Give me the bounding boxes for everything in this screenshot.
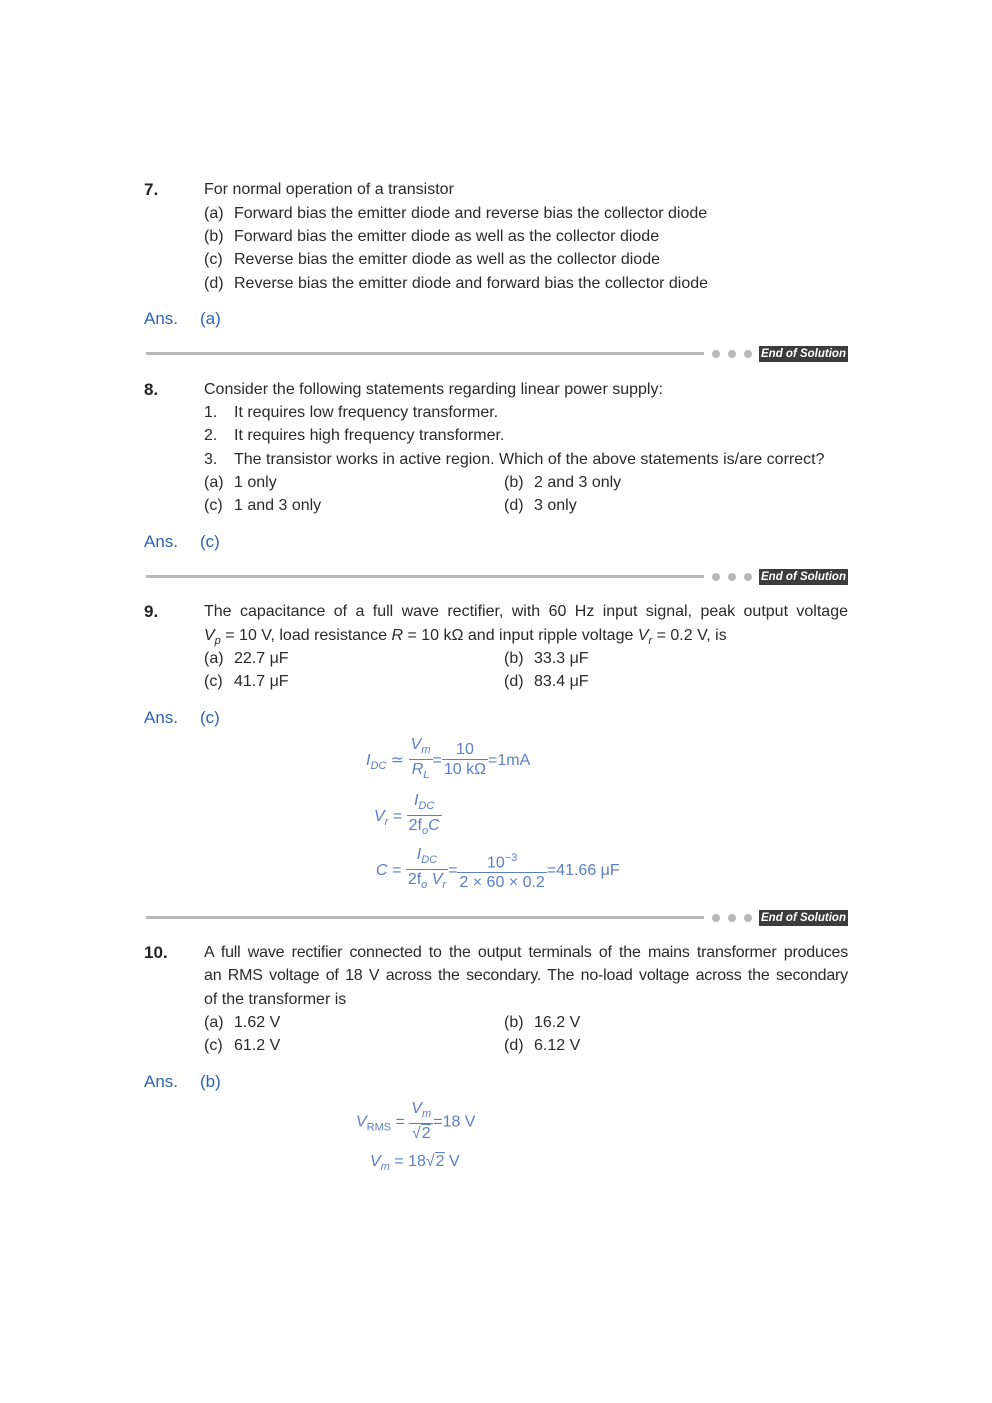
fraction: $\frac{I_{DC}}{2f_o V_r}$ <box>407 846 447 892</box>
vp-symbol: V <box>204 627 215 644</box>
equation-vm: $V_m = 18√2$ V <box>370 1153 460 1174</box>
separator-dot <box>728 914 736 922</box>
option-label: (d) <box>504 497 524 514</box>
option-text: 1 and 3 only <box>234 497 322 514</box>
option-label: (b) <box>204 228 224 245</box>
answer-label: Ans. <box>144 1072 179 1091</box>
end-of-solution-badge: End of Solution <box>759 910 848 926</box>
option-text: 33.3 μF <box>534 650 589 667</box>
r-symbol: R <box>391 627 404 644</box>
option-text: Forward bias the emitter diode as well as the collector diode <box>234 228 660 245</box>
vr-subscript: r <box>648 635 653 648</box>
fraction: $\frac{V_m}{R_L}$ <box>410 736 431 782</box>
equation-idc: $I_{DC}$ ≃ $\frac{V_m}{R_L}$ = $\frac{10}{10 k\Omega}$ =1mA <box>366 736 530 785</box>
fraction: $\frac{10}{10 k\Omega}$ <box>443 741 487 779</box>
answer-value: (c) <box>200 532 220 551</box>
option-label: (a) <box>204 1014 224 1031</box>
option-text: 16.2 V <box>534 1014 581 1031</box>
option-text: Reverse bias the emitter diode and forward bias the collector diode <box>234 275 709 292</box>
option-text: Forward bias the emitter diode and reverse bias the collector diode <box>234 205 708 222</box>
question-number: 8. <box>144 380 159 399</box>
question-text: For normal operation of a transistor <box>204 181 454 198</box>
separator-dot <box>728 350 736 358</box>
option-label: (a) <box>204 474 224 491</box>
fraction: $\frac{I_{DC}}{2f_oC}$ <box>408 792 440 838</box>
question-text-line2 <box>204 626 804 651</box>
question-number: 9. <box>144 602 159 621</box>
equation-vr: $V_r$ = $\frac{I_{DC}}{2f_oC}$ <box>374 792 442 841</box>
option-text: 22.7 μF <box>234 650 289 667</box>
statement-label: 3. <box>204 451 218 468</box>
separator-dot <box>728 573 736 581</box>
option-text: 3 only <box>534 497 577 514</box>
question-text: an RMS voltage of 18 V across the secondary. The no-load voltage across the secondary <box>204 967 848 984</box>
separator-dot <box>744 350 752 358</box>
statement-text: It requires high frequency transformer. <box>234 427 505 444</box>
separator-dot <box>744 573 752 581</box>
option-label: (c) <box>204 497 223 514</box>
separator-line <box>146 352 704 355</box>
question-number: 7. <box>144 180 159 199</box>
separator-dot <box>712 350 720 358</box>
option-text: 6.12 V <box>534 1037 581 1054</box>
answer-label: Ans. <box>144 309 179 328</box>
question-text: of the transformer is <box>204 991 347 1008</box>
statement-label: 2. <box>204 427 218 444</box>
statement-text: The transistor works in active region. Which of the above statements is/are correct? <box>234 451 825 468</box>
fraction: $\frac{10^{-3}}{2 \times 60 \times 0.2}$ <box>457 849 546 893</box>
question-text: A full wave rectifier connected to the output terminals of the mains transformer produces <box>204 944 848 961</box>
option-text: Reverse bias the emitter diode as well as the collector diode <box>234 251 660 268</box>
option-label: (d) <box>504 673 524 690</box>
option-text: 41.7 μF <box>234 673 289 690</box>
question-text: The capacitance of a full wave rectifier, with 60 Hz input signal, peak output voltage <box>204 603 848 620</box>
r-value: = 10 kΩ and input ripple voltage <box>407 627 634 644</box>
answer-value: (c) <box>200 708 220 727</box>
vr-value: = 0.2 V, is <box>656 627 727 644</box>
option-text: 83.4 μF <box>534 673 589 690</box>
separator-dot <box>712 914 720 922</box>
question-text: Consider the following statements regarding linear power supply: <box>204 381 663 398</box>
option-text: 61.2 V <box>234 1037 281 1054</box>
answer-label: Ans. <box>144 532 179 551</box>
answer-value: (a) <box>200 309 221 328</box>
vp-value: = 10 V, load resistance <box>225 627 387 644</box>
end-of-solution-badge: End of Solution <box>759 346 848 362</box>
option-label: (b) <box>504 474 524 491</box>
fraction: $\frac{V_m}{√2}$ <box>411 1100 432 1143</box>
vr-symbol: V <box>637 627 649 644</box>
statement-text: It requires low frequency transformer. <box>234 404 499 421</box>
option-label: (c) <box>204 673 223 690</box>
option-label: (a) <box>204 650 224 667</box>
end-of-solution-badge: End of Solution <box>759 569 848 585</box>
option-label: (d) <box>504 1037 524 1054</box>
option-label: (c) <box>204 1037 223 1054</box>
statement-label: 1. <box>204 404 218 421</box>
equation-vrms: $V_{RMS}$ = $\frac{V_m}{√2}$ =18 V <box>356 1100 476 1143</box>
answer-label: Ans. <box>144 708 179 727</box>
option-label: (a) <box>204 205 224 222</box>
option-text: 1.62 V <box>234 1014 281 1031</box>
separator-dot <box>744 914 752 922</box>
separator-line <box>146 916 704 919</box>
option-label: (c) <box>204 251 223 268</box>
question-number: 10. <box>144 943 168 962</box>
option-text: 1 only <box>234 474 277 491</box>
option-label: (b) <box>504 1014 524 1031</box>
vp-subscript: p <box>214 635 221 648</box>
option-label: (b) <box>504 650 524 667</box>
equation-c: C = $\frac{I_{DC}}{2f_o V_r}$ = $\frac{10^{-3}}{2 \times 60 \times 0.2}$ =41.66 μF <box>376 846 620 895</box>
separator-line <box>146 575 704 578</box>
answer-value: (b) <box>200 1072 221 1091</box>
separator-dot <box>712 573 720 581</box>
option-label: (d) <box>204 275 224 292</box>
option-text: 2 and 3 only <box>534 474 622 491</box>
